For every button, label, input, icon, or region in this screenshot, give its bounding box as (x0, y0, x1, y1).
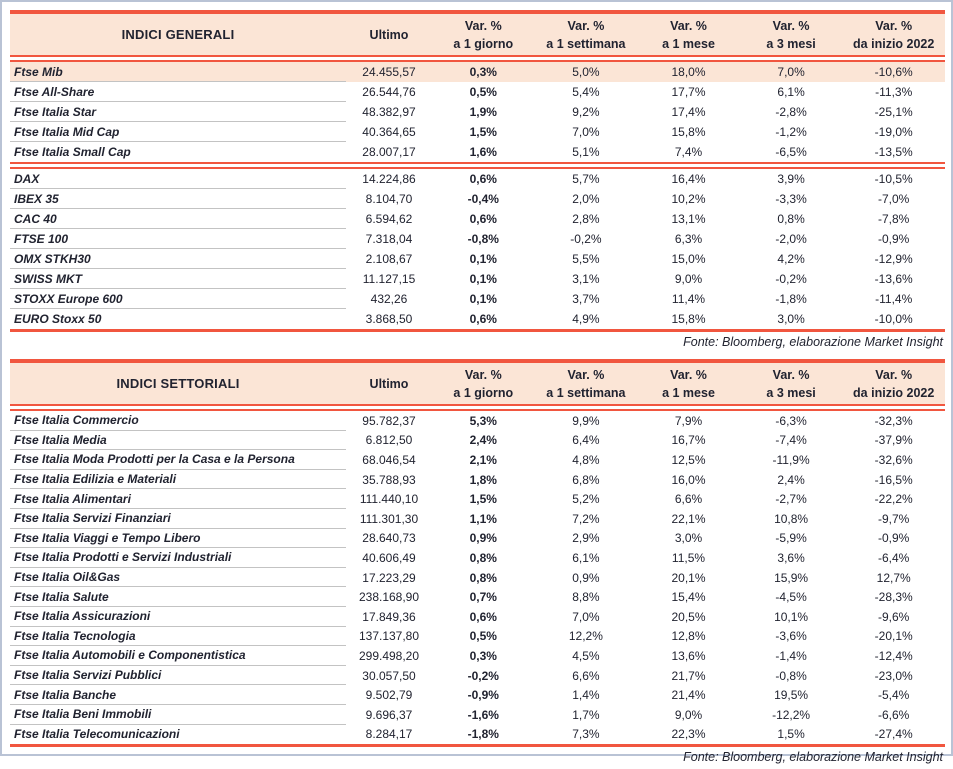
table-row (10, 568, 945, 588)
table-row (10, 82, 945, 102)
var-3m-value: 6,1% (777, 85, 805, 99)
var-1g-value: -0,2% (467, 668, 499, 683)
var-ytd-value: -7,0% (878, 192, 910, 206)
var-1w-value: 9,2% (572, 105, 600, 119)
var-ytd-value: -12,9% (874, 252, 913, 266)
var-3m-value: 10,8% (774, 511, 809, 526)
var-ytd-value: -10,6% (874, 65, 913, 79)
ultimo-value: 17.849,36 (362, 609, 416, 624)
ultimo-value: 30.057,50 (362, 668, 416, 683)
var-ytd-value: -10,5% (874, 172, 913, 186)
ultimo-value: 7.318,04 (365, 232, 413, 246)
index-name: DAX (10, 169, 346, 189)
var-ytd-value: -6,4% (878, 550, 910, 565)
var-3m-value: 3,9% (777, 172, 805, 186)
table-row (10, 169, 945, 189)
var-1w-value: 12,2% (568, 629, 603, 644)
var-ytd-value: -5,4% (878, 688, 910, 703)
ultimo-value: 17.223,29 (362, 570, 416, 585)
var-1w-value: 7,0% (572, 125, 600, 139)
var-1g-value: 1,9% (469, 105, 497, 119)
var-1m-value: 7,9% (674, 413, 703, 428)
var-1w-value: 6,1% (572, 550, 600, 565)
col-header-ultimo: Ultimo (369, 27, 409, 42)
ultimo-value: 8.104,70 (365, 192, 413, 206)
var-1w-value: 9,9% (572, 413, 600, 428)
var-1g-value: 2,1% (469, 452, 497, 467)
source-note: Fonte: Bloomberg, elaborazione Market Insight (683, 750, 943, 765)
var-1g-value: 1,1% (469, 511, 497, 526)
var-ytd-value: -32,3% (874, 413, 913, 428)
var-1w-value: 0,9% (572, 570, 600, 585)
header-bottom-rule (10, 404, 945, 411)
var-ytd-value: -11,3% (875, 85, 913, 99)
table-row (10, 411, 945, 431)
index-name: Ftse Italia Banche (10, 685, 346, 705)
var-1w-value: 8,8% (572, 590, 600, 605)
var-1m-value: 9,0% (674, 272, 703, 286)
ultimo-value: 24.455,57 (362, 65, 416, 79)
source-note: Fonte: Bloomberg, elaborazione Market Insight (683, 335, 943, 349)
ultimo-value: 35.788,93 (362, 472, 416, 487)
col-header-line2: a 1 giorno (453, 385, 514, 400)
var-1g-value: 1,6% (469, 145, 497, 159)
table-row (10, 548, 945, 568)
ultimo-value: 28.007,17 (362, 145, 416, 159)
index-name: Ftse Italia Mid Cap (10, 122, 346, 142)
ultimo-value: 299.498,20 (358, 648, 420, 663)
table-row (10, 289, 945, 309)
var-1w-value: 6,4% (572, 433, 600, 448)
var-1m-value: 22,3% (671, 727, 706, 742)
var-1m-value: 12,5% (671, 452, 706, 467)
var-1g-value: 0,9% (469, 531, 497, 546)
var-ytd-value: -13,6% (874, 272, 913, 286)
var-3m-value: -1,2% (775, 125, 807, 139)
table-row (10, 209, 945, 229)
ultimo-value: 238.168,90 (358, 590, 420, 605)
var-1w-value: 4,8% (572, 452, 600, 467)
col-header-line1: Var. % (875, 367, 913, 382)
index-name: Ftse Italia Servizi Finanziari (10, 509, 346, 529)
index-name: OMX STKH30 (10, 249, 346, 269)
col-header-line2: da inizio 2022 (853, 36, 935, 51)
table-row (10, 646, 945, 666)
var-3m-value: -12,2% (772, 707, 811, 722)
table-row (10, 666, 945, 686)
var-1g-value: 0,5% (469, 85, 497, 99)
var-ytd-value: -27,4% (874, 727, 913, 742)
var-ytd-value: 12,7% (876, 570, 911, 585)
index-name: Ftse Italia Moda Prodotti per la Casa e la Persona (10, 450, 346, 470)
var-ytd-value: -0,9% (878, 531, 910, 546)
col-header-line1: Var. % (464, 367, 502, 382)
var-1w-value: 4,9% (572, 312, 600, 326)
table-row (10, 529, 945, 549)
col-header-line2: a 1 settimana (546, 385, 626, 400)
var-1w-value: 5,7% (572, 172, 600, 186)
var-3m-value: 3,0% (777, 312, 805, 326)
index-name: Ftse Italia Prodotti e Servizi Industriali (10, 548, 346, 568)
table-row (10, 309, 945, 329)
var-3m-value: -2,8% (775, 105, 807, 119)
index-name: Ftse Italia Tecnologia (10, 627, 346, 647)
index-name: Ftse Italia Telecomunicazioni (14, 727, 180, 742)
var-1m-value: 17,4% (671, 105, 706, 119)
table-row (10, 607, 945, 627)
var-1m-value: 16,7% (671, 433, 706, 448)
var-3m-value: -2,7% (775, 492, 807, 507)
ultimo-value: 40.364,65 (362, 125, 416, 139)
ultimo-value: 26.544,76 (362, 85, 416, 99)
var-1w-value: 2,9% (572, 531, 600, 546)
table-row (10, 229, 945, 249)
var-1m-value: 9,0% (674, 707, 703, 722)
var-1w-value: 3,1% (572, 272, 600, 286)
var-1m-value: 18,0% (671, 65, 706, 79)
var-1g-value: 0,6% (469, 212, 497, 226)
var-1w-value: 3,7% (572, 292, 600, 306)
var-ytd-value: -10,0% (874, 312, 913, 326)
col-header-line2: a 1 settimana (546, 36, 626, 51)
var-3m-value: -0,2% (775, 272, 807, 286)
table-row (10, 122, 945, 142)
var-3m-value: 19,5% (774, 688, 809, 703)
var-ytd-value: -20,1% (874, 629, 913, 644)
var-1m-value: 15,0% (671, 252, 706, 266)
index-name: Ftse Italia Automobili e Componentistica (10, 646, 346, 666)
ultimo-value: 68.046,54 (362, 452, 416, 467)
var-3m-value: -3,3% (775, 192, 807, 206)
var-3m-value: 3,6% (777, 550, 805, 565)
var-1m-value: 6,6% (674, 492, 703, 507)
var-1g-value: 1,8% (469, 472, 497, 487)
table-row (10, 470, 945, 490)
index-name: CAC 40 (10, 209, 346, 229)
var-3m-value: 10,1% (774, 609, 809, 624)
var-1w-value: 5,1% (572, 145, 600, 159)
ultimo-value: 11.127,15 (362, 272, 416, 286)
var-1g-value: 0,5% (469, 629, 497, 644)
var-1m-value: 3,0% (674, 531, 703, 546)
col-header-var-inizio-2022 (842, 14, 945, 55)
var-1g-value: 5,3% (469, 413, 497, 428)
table-row (10, 249, 945, 269)
var-1g-value: 0,3% (469, 648, 497, 663)
var-1w-value: 4,5% (572, 648, 600, 663)
table-row (10, 62, 945, 82)
table-row (10, 587, 945, 607)
table-row (10, 142, 945, 162)
ultimo-value: 2.108,67 (365, 252, 413, 266)
col-header-line1: Var. % (875, 18, 913, 33)
var-3m-value: 7,0% (777, 65, 805, 79)
var-1w-value: 6,8% (572, 472, 600, 487)
var-1g-value: -1,8% (467, 727, 499, 742)
table-row (10, 102, 945, 122)
var-3m-value: 2,4% (777, 472, 805, 487)
table-indici-settoriali (10, 359, 945, 769)
col-header-var-inizio-2022 (842, 363, 945, 404)
var-ytd-value: -6,6% (878, 707, 910, 722)
var-ytd-value: -13,5% (874, 145, 913, 159)
var-1g-value: 0,1% (469, 272, 497, 286)
header-bottom-rule (10, 55, 945, 62)
var-1g-value: 1,5% (469, 125, 497, 139)
table-indici-generali (10, 10, 945, 354)
ultimo-value: 111.301,30 (359, 511, 419, 526)
index-name: Ftse Italia Assicurazioni (10, 607, 346, 627)
table-row (10, 627, 945, 647)
var-3m-value: 4,2% (777, 252, 805, 266)
var-3m-value: -6,5% (775, 145, 807, 159)
index-name: EURO Stoxx 50 (14, 312, 102, 326)
var-1m-value: 13,1% (671, 212, 706, 226)
var-1m-value: 22,1% (671, 511, 706, 526)
col-header-var-1-settimana (535, 14, 638, 55)
var-1w-value: 1,7% (572, 707, 600, 722)
var-1g-value: -0,8% (467, 232, 499, 246)
index-name: Ftse Italia Viaggi e Tempo Libero (10, 529, 346, 549)
var-1g-value: 0,1% (469, 292, 497, 306)
col-header-line1: Var. % (670, 18, 707, 33)
var-3m-value: 0,8% (777, 212, 805, 226)
table-row (10, 189, 945, 209)
var-1m-value: 15,8% (671, 312, 706, 326)
table-row (10, 725, 945, 745)
index-name: Ftse Italia Alimentari (10, 489, 346, 509)
col-header-line2: a 1 mese (662, 385, 715, 400)
index-name: Ftse Italia Small Cap (14, 145, 131, 159)
ultimo-value: 111.440,10 (359, 492, 419, 507)
table-row (10, 705, 945, 725)
index-name: Ftse Italia Servizi Pubblici (10, 666, 346, 686)
col-header-ultimo: Ultimo (369, 376, 409, 391)
col-header-line2: a 3 mesi (766, 36, 816, 51)
var-ytd-value: -37,9% (874, 433, 913, 448)
ultimo-value: 6.812,50 (365, 433, 413, 448)
var-1m-value: 7,4% (674, 145, 703, 159)
var-ytd-value: -0,9% (878, 232, 910, 246)
var-3m-value: -3,6% (775, 629, 807, 644)
ultimo-value: 14.224,86 (362, 172, 416, 186)
var-ytd-value: -32,6% (874, 452, 913, 467)
var-1g-value: 0,7% (469, 590, 497, 605)
col-header-line1: Var. % (567, 367, 605, 382)
var-1w-value: -0,2% (570, 232, 602, 246)
ultimo-value: 28.640,73 (362, 531, 416, 546)
var-ytd-value: -12,4% (874, 648, 913, 663)
ultimo-value: 6.594,62 (365, 212, 413, 226)
var-1w-value: 6,6% (572, 668, 600, 683)
ultimo-value: 95.782,37 (362, 413, 416, 428)
col-header-line2: a 3 mesi (766, 385, 816, 400)
col-header-var-1-giorno (432, 14, 535, 55)
section-separator-rule (10, 162, 945, 169)
ultimo-value: 9.696,37 (365, 707, 413, 722)
var-1m-value: 11,5% (671, 550, 706, 565)
var-3m-value: -11,9% (772, 452, 810, 467)
var-1g-value: 0,3% (469, 65, 497, 79)
var-1g-value: 1,5% (469, 492, 497, 507)
col-header-line1: Var. % (772, 367, 810, 382)
table-row (10, 685, 945, 705)
col-header-line1: Var. % (670, 367, 707, 382)
table-row (10, 509, 945, 529)
var-1g-value: 0,8% (469, 570, 497, 585)
var-3m-value: -1,8% (775, 292, 807, 306)
var-1w-value: 7,2% (572, 511, 600, 526)
var-ytd-value: -19,0% (874, 125, 913, 139)
var-ytd-value: -16,5% (874, 472, 913, 487)
col-header-var-1-mese (637, 14, 740, 55)
var-1w-value: 5,4% (572, 85, 600, 99)
ultimo-value: 40.606,49 (362, 550, 416, 565)
var-1g-value: 0,6% (469, 609, 497, 624)
var-ytd-value: -23,0% (874, 668, 913, 683)
var-ytd-value: -22,2% (874, 492, 913, 507)
var-1m-value: 13,6% (671, 648, 706, 663)
var-1w-value: 5,2% (572, 492, 600, 507)
col-header-var-3-mesi (740, 14, 843, 55)
index-name: STOXX Europe 600 (10, 289, 346, 309)
col-header-line2: a 1 mese (662, 36, 715, 51)
var-3m-value: -0,8% (775, 668, 807, 683)
var-1w-value: 7,0% (572, 609, 600, 624)
var-ytd-value: -7,8% (878, 212, 910, 226)
var-1m-value: 6,3% (674, 232, 703, 246)
var-3m-value: -2,0% (775, 232, 807, 246)
index-name: Ftse Italia Beni Immobili (10, 705, 346, 725)
ultimo-value: 8.284,17 (365, 727, 413, 742)
index-name: Ftse Italia Commercio (10, 411, 346, 431)
var-3m-value: 15,9% (774, 570, 809, 585)
var-1m-value: 17,7% (671, 85, 706, 99)
col-header-var-1-settimana (535, 363, 638, 404)
var-1w-value: 1,4% (572, 688, 600, 703)
col-header-line1: Var. % (567, 18, 605, 33)
col-header-var-1-mese (637, 363, 740, 404)
table-row (10, 431, 945, 451)
col-header-line1: Var. % (772, 18, 810, 33)
index-name: Ftse Italia Media (10, 431, 346, 451)
var-3m-value: -7,4% (775, 433, 807, 448)
var-1w-value: 2,0% (572, 192, 600, 206)
var-3m-value: -6,3% (775, 413, 807, 428)
var-1m-value: 16,4% (671, 172, 706, 186)
col-header-var-1-giorno (432, 363, 535, 404)
col-header-line1: Var. % (464, 18, 502, 33)
var-ytd-value: -25,1% (874, 105, 913, 119)
var-1g-value: -1,6% (467, 707, 499, 722)
var-1m-value: 20,1% (671, 570, 706, 585)
var-1m-value: 21,4% (671, 688, 706, 703)
var-1m-value: 20,5% (671, 609, 706, 624)
col-header-line2: a 1 giorno (453, 36, 514, 51)
var-1g-value: -0,9% (467, 688, 499, 703)
var-3m-value: 1,5% (777, 727, 805, 742)
var-1w-value: 5,5% (572, 252, 600, 266)
index-name: Ftse All-Share (10, 82, 346, 102)
var-ytd-value: -9,7% (878, 511, 910, 526)
ultimo-value: 137.137,80 (358, 629, 420, 644)
ultimo-value: 432,26 (370, 292, 408, 306)
col-header-var-3-mesi (740, 363, 843, 404)
var-1w-value: 7,3% (572, 727, 600, 742)
var-1g-value: 0,1% (469, 252, 497, 266)
var-3m-value: -5,9% (775, 531, 807, 546)
index-name: Ftse Italia Edilizia e Materiali (10, 470, 346, 490)
var-1m-value: 21,7% (671, 668, 706, 683)
table-title: INDICI SETTORIALI (116, 376, 240, 391)
var-1m-value: 12,8% (671, 629, 706, 644)
ultimo-value: 3.868,50 (365, 312, 413, 326)
col-header-line2: da inizio 2022 (853, 385, 935, 400)
table-row (10, 489, 945, 509)
var-1m-value: 16,0% (671, 472, 706, 487)
var-3m-value: -1,4% (775, 648, 807, 663)
table-title: INDICI GENERALI (121, 27, 235, 42)
var-ytd-value: -28,3% (874, 590, 913, 605)
var-3m-value: -4,5% (775, 590, 807, 605)
var-ytd-value: -11,4% (875, 292, 913, 306)
index-name: Ftse Italia Star (10, 102, 346, 122)
var-1g-value: 0,8% (469, 550, 497, 565)
var-1g-value: -0,4% (467, 192, 499, 206)
ultimo-value: 9.502,79 (365, 688, 413, 703)
var-1m-value: 15,4% (671, 590, 706, 605)
var-ytd-value: -9,6% (878, 609, 910, 624)
var-1g-value: 0,6% (469, 172, 497, 186)
index-name: Ftse Italia Oil&Gas (10, 568, 346, 588)
table-header-row (10, 14, 945, 55)
ultimo-value: 48.382,97 (362, 105, 416, 119)
var-1w-value: 2,8% (572, 212, 600, 226)
table-row (10, 450, 945, 470)
index-name: SWISS MKT (10, 269, 346, 289)
table-header-row (10, 363, 945, 404)
var-1m-value: 10,2% (671, 192, 706, 206)
table-row (10, 269, 945, 289)
var-1w-value: 5,0% (572, 65, 600, 79)
var-1g-value: 2,4% (469, 433, 497, 448)
var-1m-value: 11,4% (671, 292, 706, 306)
var-1g-value: 0,6% (469, 312, 497, 326)
index-name: Ftse Italia Salute (10, 587, 346, 607)
index-name: FTSE 100 (10, 229, 346, 249)
var-1m-value: 15,8% (671, 125, 706, 139)
index-name: Ftse Mib (10, 62, 346, 82)
index-name: IBEX 35 (10, 189, 346, 209)
